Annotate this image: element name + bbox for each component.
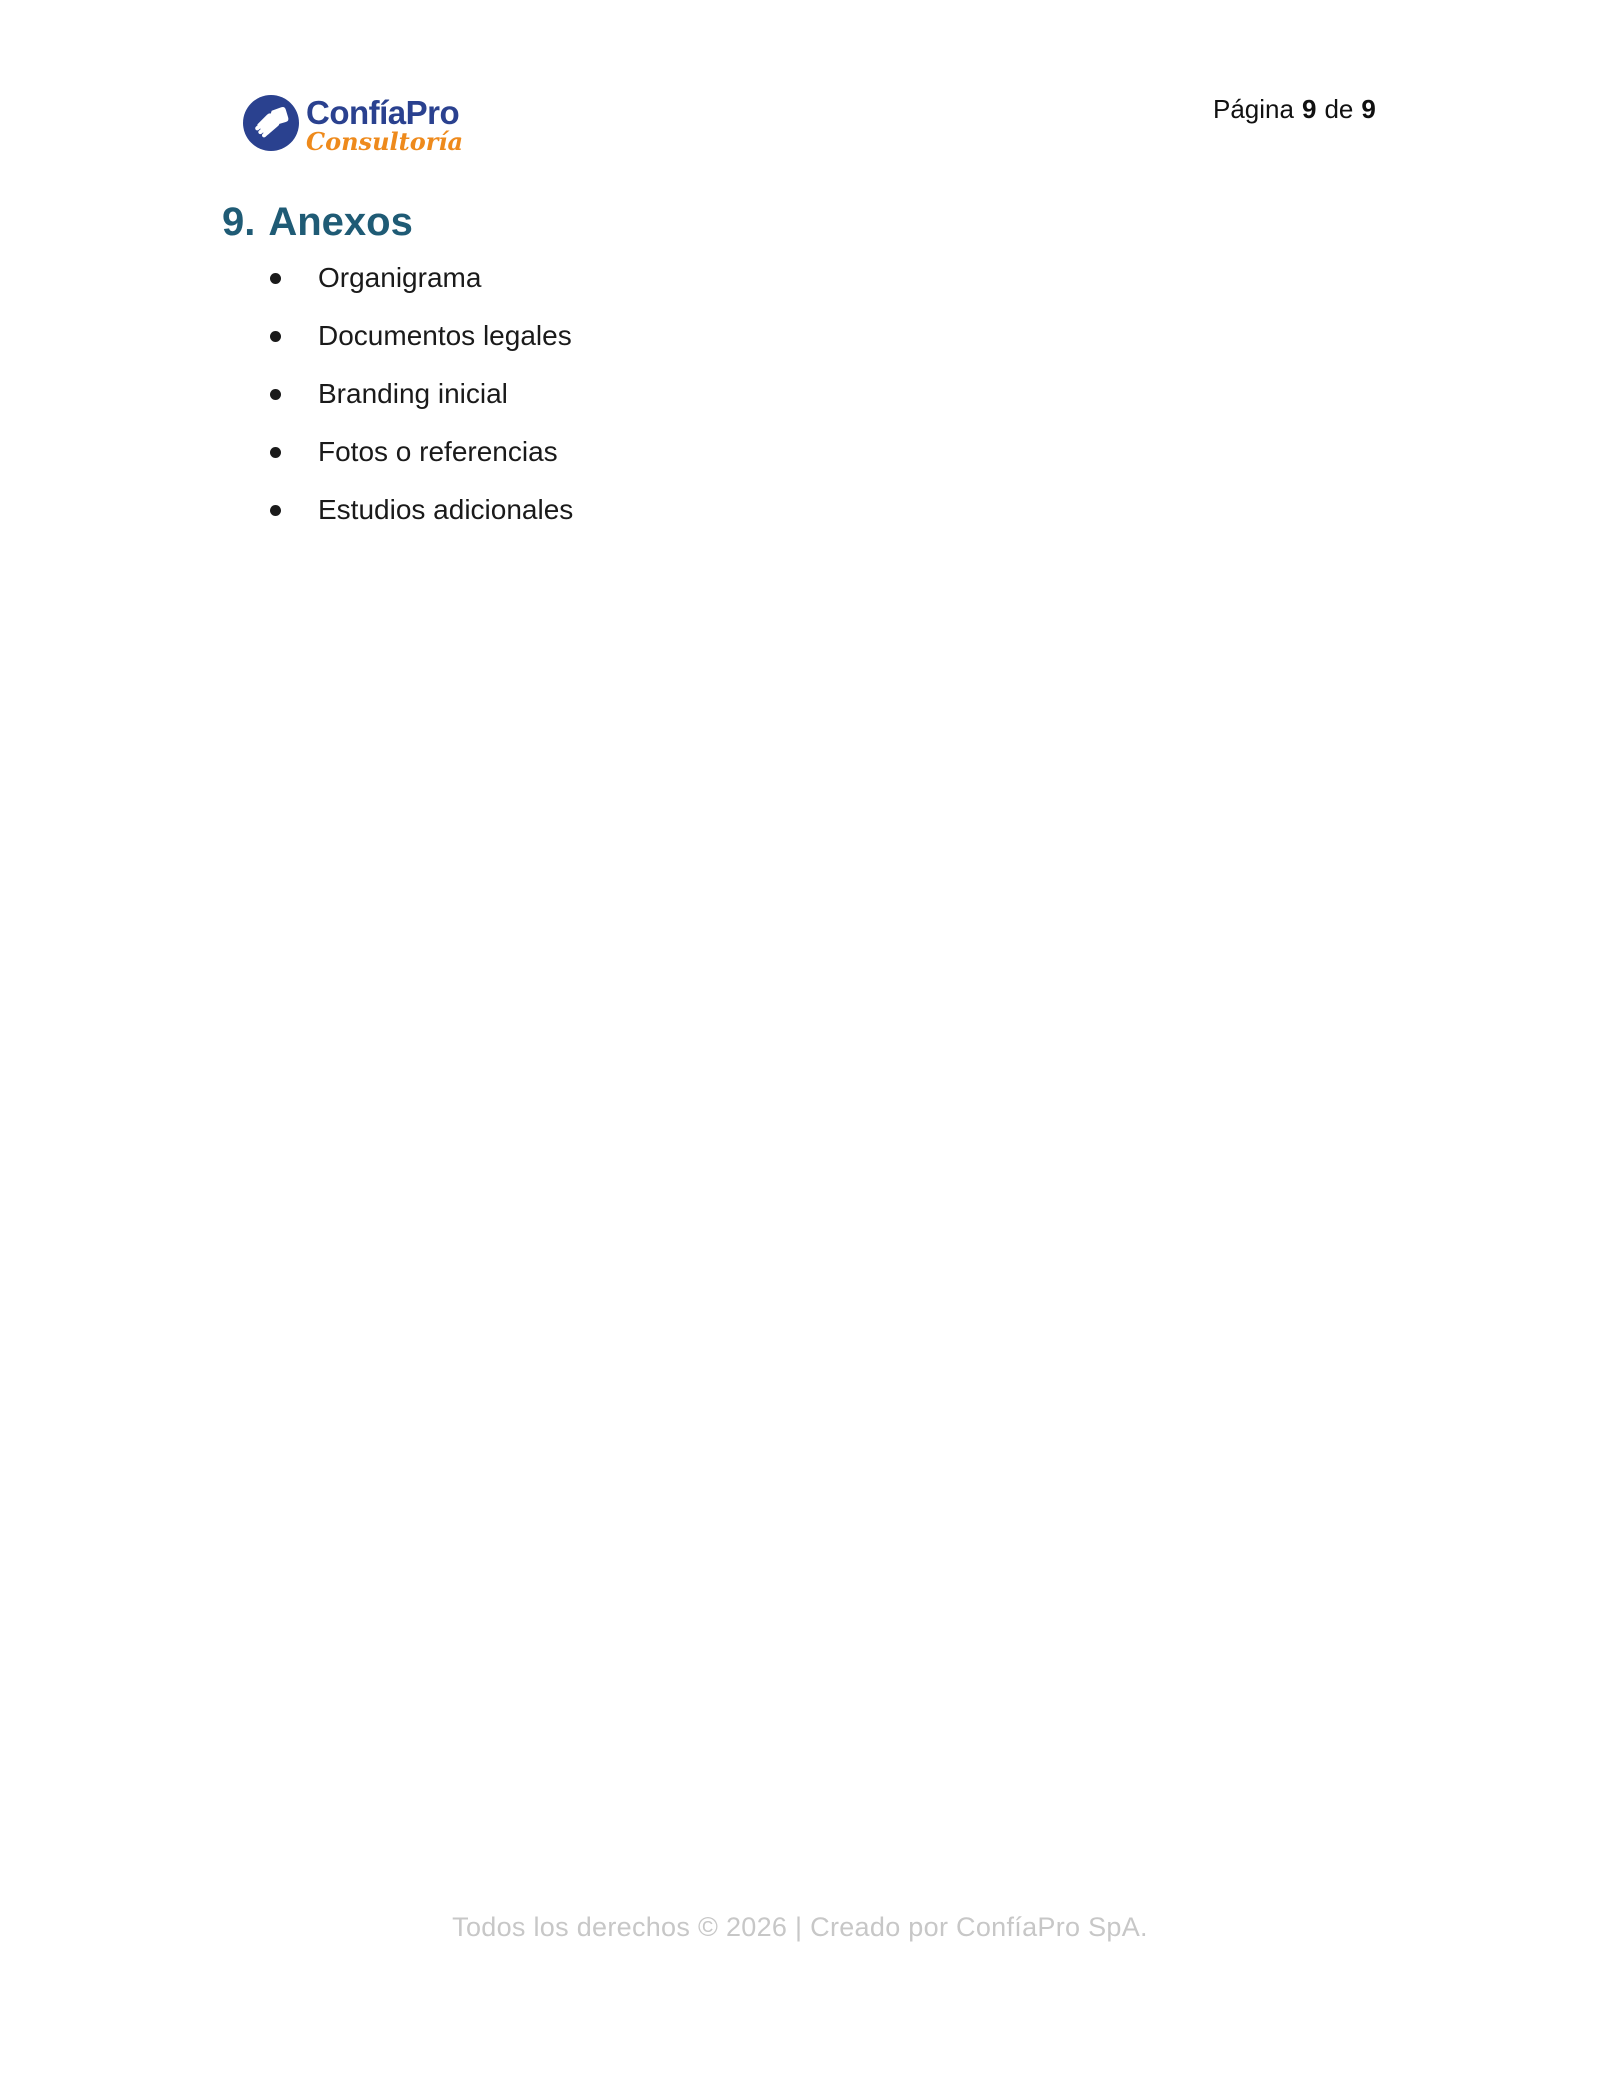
list-item	[264, 264, 573, 292]
handshake-icon	[249, 99, 293, 148]
section-heading-title: Anexos	[268, 200, 413, 244]
logo-circle	[243, 95, 299, 151]
logo-text	[306, 95, 463, 155]
bullet-icon	[270, 389, 281, 400]
list-item	[264, 380, 573, 408]
logo-brand-name: ConfíaPro	[306, 94, 460, 131]
section-heading-number: 9.	[222, 200, 256, 244]
page-indicator-prefix: Página	[1213, 94, 1294, 124]
bullet-icon	[270, 273, 281, 284]
list-item-label: Branding inicial	[318, 378, 508, 409]
page-indicator-separator: de	[1324, 94, 1354, 124]
page-indicator	[1213, 93, 1376, 125]
logo-tagline: Consultoría	[306, 127, 464, 156]
page-indicator-current: 9	[1301, 94, 1317, 124]
bullet-icon	[270, 505, 281, 516]
page-indicator-total: 9	[1361, 94, 1376, 124]
list-item-label: Documentos legales	[318, 320, 572, 351]
list-item-label: Fotos o referencias	[318, 436, 558, 467]
list-item	[264, 322, 573, 350]
list-item-label: Estudios adicionales	[318, 494, 574, 525]
bullet-icon	[270, 447, 281, 458]
list-item	[264, 496, 573, 524]
copyright-footer: Todos los derechos © 2026 | Creado por ConfíaPro SpA.	[452, 1912, 1148, 1942]
list-item	[264, 438, 573, 466]
list-item-label: Organigrama	[318, 262, 482, 293]
company-logo	[243, 95, 463, 155]
bullet-icon	[270, 331, 281, 342]
section-heading	[222, 200, 413, 244]
annex-list	[264, 264, 573, 554]
